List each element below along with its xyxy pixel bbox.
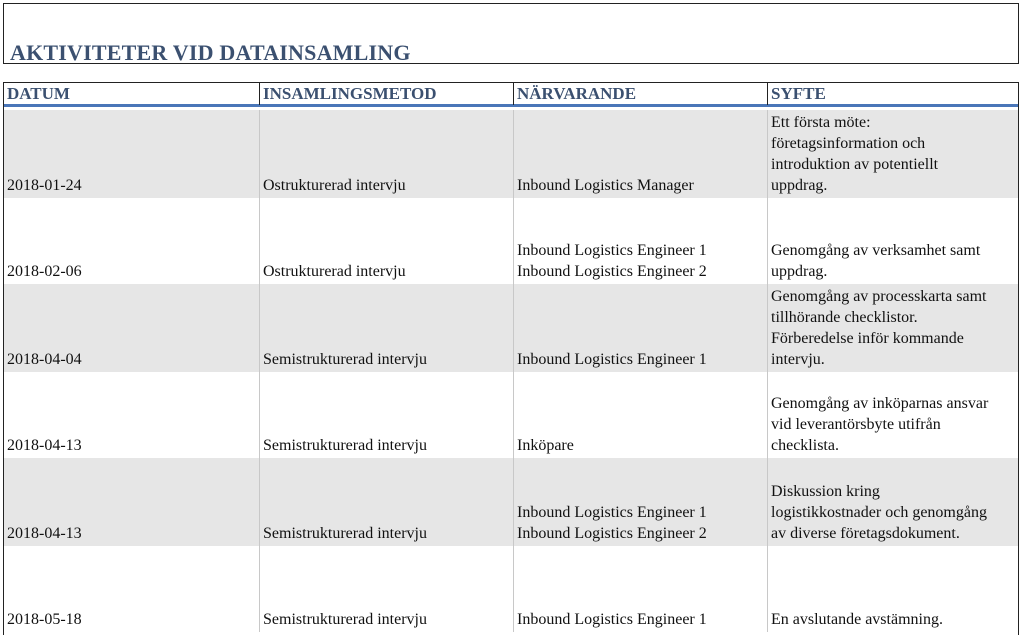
cell-narvarande — [514, 198, 768, 284]
cell-datum — [4, 372, 260, 458]
cell-syfte-line: vid leverantörsbyte utifrån — [771, 416, 941, 433]
cell-narvarande — [514, 372, 768, 458]
cell-narvarande-line: Inbound Logistics Engineer 1 — [517, 611, 707, 628]
cell-narvarande — [514, 458, 768, 546]
table-row — [4, 458, 1018, 546]
cell-syfte-line: av diverse företagsdokument. — [771, 525, 960, 542]
header-narvarande: NÄRVARANDE — [514, 83, 768, 105]
header-insamlingsmetod: INSAMLINGSMETOD — [260, 83, 514, 105]
cell-datum-text: 2018-04-13 — [7, 437, 82, 454]
cell-syfte — [768, 284, 1019, 372]
table-header-row — [4, 82, 1018, 107]
cell-syfte — [768, 458, 1019, 546]
cell-syfte-line: Genomgång av processkarta samt — [771, 288, 987, 305]
cell-insamlingsmetod — [260, 458, 514, 546]
cell-datum — [4, 110, 260, 198]
cell-narvarande-line: Inbound Logistics Engineer 1 — [517, 504, 707, 521]
cell-datum-text: 2018-04-13 — [7, 525, 82, 542]
cell-narvarande — [514, 284, 768, 372]
table-row — [4, 198, 1018, 284]
document-title: AKTIVITETER VID DATAINSAMLING — [10, 40, 411, 65]
cell-syfte — [768, 198, 1019, 284]
cell-syfte — [768, 546, 1019, 632]
cell-syfte-line: introduktion av potentiellt — [771, 156, 939, 173]
cell-syfte-line: Förberedelse inför kommande — [771, 330, 964, 347]
cell-syfte-line: Ett första möte: — [771, 114, 871, 131]
cell-narvarande — [514, 546, 768, 632]
cell-syfte-line: Diskussion kring — [771, 483, 880, 500]
cell-syfte — [768, 110, 1019, 198]
cell-narvarande-line: Inbound Logistics Engineer 2 — [517, 263, 707, 280]
cell-datum-text: 2018-02-06 — [7, 263, 82, 280]
cell-syfte-line: Genomgång av inköparnas ansvar — [771, 395, 989, 412]
cell-narvarande-line: Inbound Logistics Engineer 2 — [517, 525, 707, 542]
title-box — [3, 3, 1019, 64]
cell-syfte-line: uppdrag. — [771, 263, 828, 280]
cell-syfte-line: logistikkostnader och genomgång — [771, 504, 987, 521]
table-row — [4, 110, 1018, 198]
cell-insamlingsmetod-text: Semistrukturerad intervju — [263, 525, 427, 542]
cell-datum — [4, 546, 260, 632]
cell-narvarande-line: Inköpare — [517, 437, 574, 454]
cell-insamlingsmetod-text: Semistrukturerad intervju — [263, 437, 427, 454]
cell-datum — [4, 284, 260, 372]
cell-insamlingsmetod-text: Semistrukturerad intervju — [263, 351, 427, 368]
cell-insamlingsmetod-text: Ostrukturerad intervju — [263, 263, 406, 280]
cell-datum-text: 2018-04-04 — [7, 351, 82, 368]
cell-syfte-line: Genomgång av verksamhet samt — [771, 242, 981, 259]
cell-datum — [4, 458, 260, 546]
cell-narvarande — [514, 110, 768, 198]
cell-insamlingsmetod — [260, 198, 514, 284]
cell-insamlingsmetod-text: Semistrukturerad intervju — [263, 611, 427, 628]
table-row — [4, 372, 1018, 458]
cell-syfte-line: uppdrag. — [771, 177, 828, 194]
cell-narvarande-line: Inbound Logistics Engineer 1 — [517, 351, 707, 368]
cell-insamlingsmetod — [260, 546, 514, 632]
header-syfte: SYFTE — [771, 84, 826, 103]
cell-syfte-line: checklista. — [771, 437, 839, 454]
cell-syfte-line: En avslutande avstämning. — [771, 611, 943, 628]
cell-datum — [4, 198, 260, 284]
cell-datum-text: 2018-05-18 — [7, 611, 82, 628]
cell-narvarande-line: Inbound Logistics Engineer 1 — [517, 242, 707, 259]
table-row — [4, 546, 1018, 632]
cell-insamlingsmetod-text: Ostrukturerad intervju — [263, 177, 406, 194]
table-row — [4, 284, 1018, 372]
cell-syfte-line: intervju. — [771, 351, 825, 368]
cell-syfte-line: tillhörande checklistor. — [771, 309, 918, 326]
cell-narvarande-line: Inbound Logistics Manager — [517, 177, 694, 194]
header-datum: DATUM — [4, 83, 260, 105]
cell-datum-text: 2018-01-24 — [7, 177, 82, 194]
activities-table — [3, 82, 1019, 635]
cell-insamlingsmetod — [260, 372, 514, 458]
cell-syfte-line: företagsinformation och — [771, 135, 926, 152]
cell-syfte — [768, 372, 1019, 458]
cell-insamlingsmetod — [260, 284, 514, 372]
cell-insamlingsmetod — [260, 110, 514, 198]
